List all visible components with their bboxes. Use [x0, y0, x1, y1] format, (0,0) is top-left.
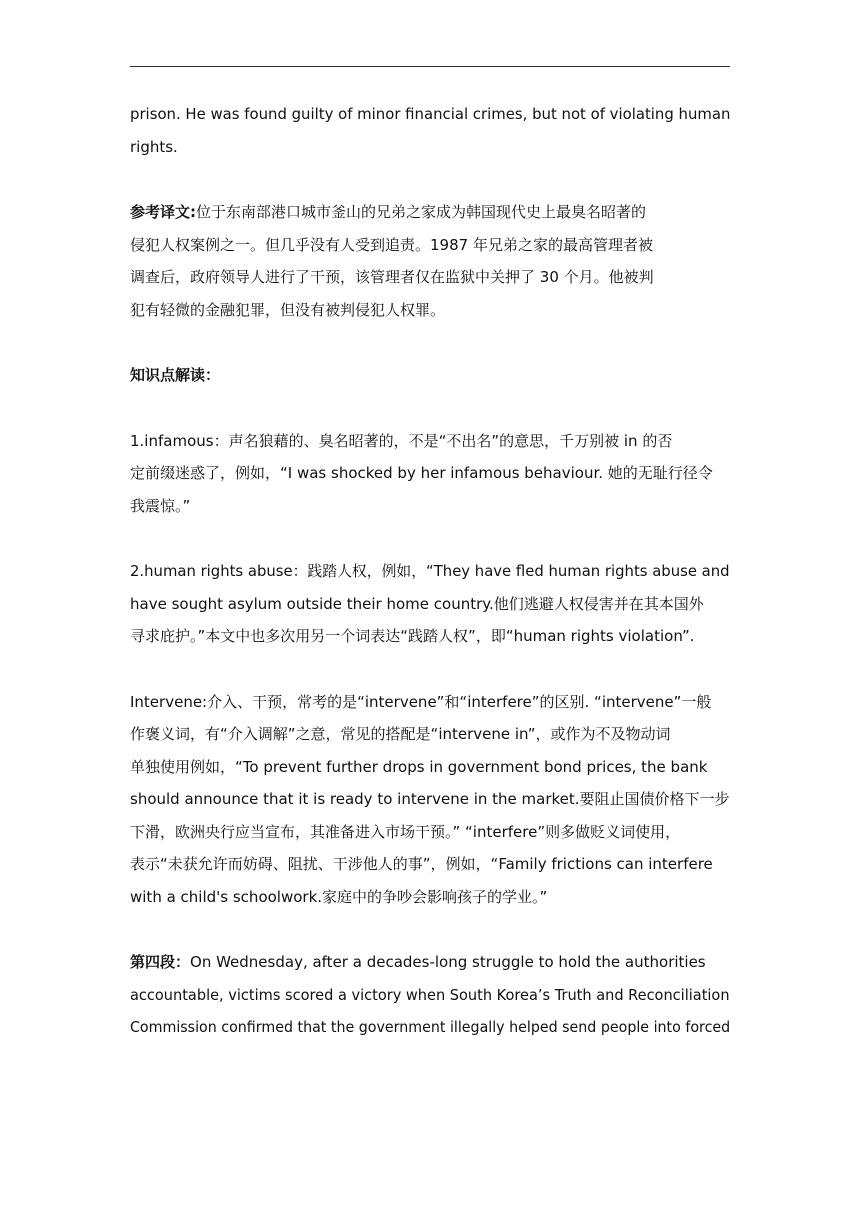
text-line: 单独使用例如，“To prevent further drops in government bond prices, the bank: [130, 757, 708, 776]
header-rule: [130, 66, 730, 67]
section-heading-knowledge-points: 知识点解读：: [130, 366, 221, 384]
text-line: 调查后，政府领导人进行了干预，该管理者仅在监狱中关押了 30 个月。他被判: [130, 268, 654, 286]
paragraph-english-continuation: [130, 98, 730, 163]
paragraph-infamous: [130, 425, 730, 523]
text-line: with a child's schoolwork.家庭中的争吵会影响孩子的学业。”: [130, 887, 548, 906]
text-line: 我震惊。”: [130, 496, 191, 515]
text-line: 表示“未获允许而妨碍、阻扰、干涉他人的事”，例如，“Family frictions can interfere: [130, 855, 713, 873]
text-line: accountable, victims scored a victory when South Korea’s Truth and Reconciliation: [130, 985, 730, 1004]
paragraph-fourth-section: [130, 946, 730, 1044]
text-line: 侵犯人权案例之一。但几乎没有人受到追责。1987 年兄弟之家的最高管理者被: [130, 235, 653, 254]
paragraph-intervene: [130, 686, 730, 914]
text-line: rights.: [130, 137, 178, 156]
text-line: 2.human rights abuse：践踏人权，例如，“They have fled human rights abuse and: [130, 562, 730, 580]
paragraph-human-rights-abuse: [130, 555, 730, 653]
text-line: Intervene:介入、干预，常考的是“intervene”和“interfere”的区别. “intervene”一般: [130, 692, 712, 711]
text-line: 寻求庇护。”本文中也多次用另一个词表达“践踏人权”，即“human rights violation”.: [130, 627, 695, 645]
text-line: prison. He was found guilty of minor financial crimes, but not of violating human: [130, 105, 731, 123]
text-line: On Wednesday, after a decades-long struggle to hold the authorities: [190, 953, 706, 971]
text-line: 位于东南部港口城市釜山的兄弟之家成为韩国现代史上最臭名昭著的: [196, 203, 647, 221]
text-line: Commission confirmed that the government illegally helped send people into forced: [130, 1018, 731, 1036]
document-body: [130, 98, 730, 1044]
paragraph-reference-translation: [130, 196, 730, 326]
translation-label: 参考译文:: [130, 203, 196, 221]
section-label: 第四段：: [130, 953, 191, 971]
text-line: 犯有轻微的金融犯罪，但没有被判侵犯人权罪。: [130, 300, 446, 319]
text-line: 定前缀迷惑了，例如，“I was shocked by her infamous behaviour. 她的无耻行径令: [130, 464, 713, 482]
text-line: should announce that it is ready to intervene in the market.要阻止国债价格下一步: [130, 790, 730, 808]
text-line: 1.infamous：声名狼藉的、臭名昭著的，不是“不出名”的意思，千万别被 in 的否: [130, 431, 673, 450]
text-line: 下滑，欧洲央行应当宣布，其准备进入市场干预。” “interfere”则多做贬义词使用，: [130, 822, 681, 841]
text-line: have sought asylum outside their home country.他们逃避人权侵害并在其本国外: [130, 594, 704, 613]
text-line: 作褒义词，有“介入调解”之意，常见的搭配是“intervene in”，或作为不及物动词: [130, 725, 671, 743]
